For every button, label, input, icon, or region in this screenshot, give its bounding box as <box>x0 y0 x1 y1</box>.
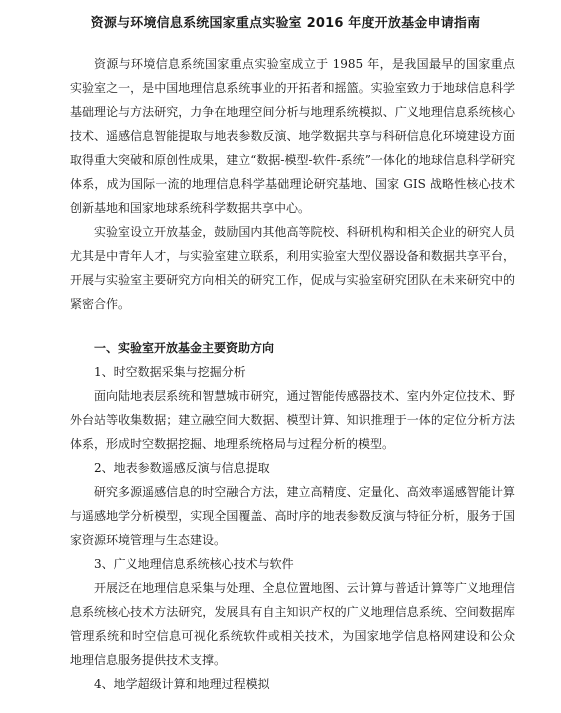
funding-direction-1-text: 面向陆地表层系统和智慧城市研究，通过智能传感器技术、室内外定位技术、野外台站等收集数据；建立融空间大数据、模型计算、知识推理于一体的定位分析方法体系，形成时空数据挖掘、地理系统格局与过程分析的模型。 <box>70 389 515 451</box>
intro-paragraph-2: 实验室设立开放基金，鼓励国内其他高等院校、科研机构和相关企业的研究人员尤其是中青年人才，与实验室建立联系，利用实验室大型仪器设备和数据共享平台，开展与实验室主要研究方向相关的研究工作，促成与实验室研究团队在未来研究中的紧密合作。 <box>70 225 515 311</box>
funding-direction-2 <box>70 456 515 552</box>
funding-direction-4 <box>70 672 515 696</box>
page-title: 资源与环境信息系统国家重点实验室 2016 年度开放基金申请指南 <box>90 16 481 31</box>
funding-direction-3-heading: 3、广义地理信息系统核心技术与软件 <box>94 557 294 571</box>
section-heading-funding-directions: 一、实验室开放基金主要资助方向 <box>94 341 275 355</box>
funding-direction-2-heading: 2、地表参数遥感反演与信息提取 <box>94 461 270 475</box>
funding-direction-3-text: 开展泛在地理信息采集与处理、全息位置地图、云计算与普适计算等广义地理信息系统核心技术方法研究，发展具有自主知识产权的广义地理信息系统、空间数据库管理系统和时空信息可视化系统软件或相关技术，为国家地学信息格网建设和公众 地理信息服务提供技术支撑。 <box>70 581 515 667</box>
funding-direction-1 <box>70 360 515 456</box>
funding-direction-4-heading: 4、地学超级计算和地理过程模拟 <box>94 677 270 691</box>
funding-direction-2-text: 研究多源遥感信息的时空融合方法，建立高精度、定量化、高效率遥感智能计算与遥感地学分析模型，实现全国覆盖、高时序的地表参数反演与特征分析，服务于国家资源环境管理与生态建设。 <box>70 485 515 547</box>
funding-direction-1-heading: 1、时空数据采集与挖掘分析 <box>94 365 246 379</box>
funding-direction-3 <box>70 552 515 672</box>
intro-paragraph-1: 资源与环境信息系统国家重点实验室成立于 1985 年，是我国最早的国家重点实验室之一，是中国地理信息系统事业的开拓者和摇篮。实验室致力于地球信息科学基础理论与方法研究，力争在地理空间分析与地理系统模拟、广义地理信息系统核心技术、遥感信息智能提取与地表参数反演、地学数据共享与科研信息化环境建设方面取得重大突破和原创性成果，建立“数据-模型-软件-系统”一体化的地球信息科学研究体系，成为国际一流的地理信息科学基础理论研究基地、国家 GIS 战略性核心技术创新基地和国家地球系统科学数据共享中心。 <box>70 57 515 215</box>
